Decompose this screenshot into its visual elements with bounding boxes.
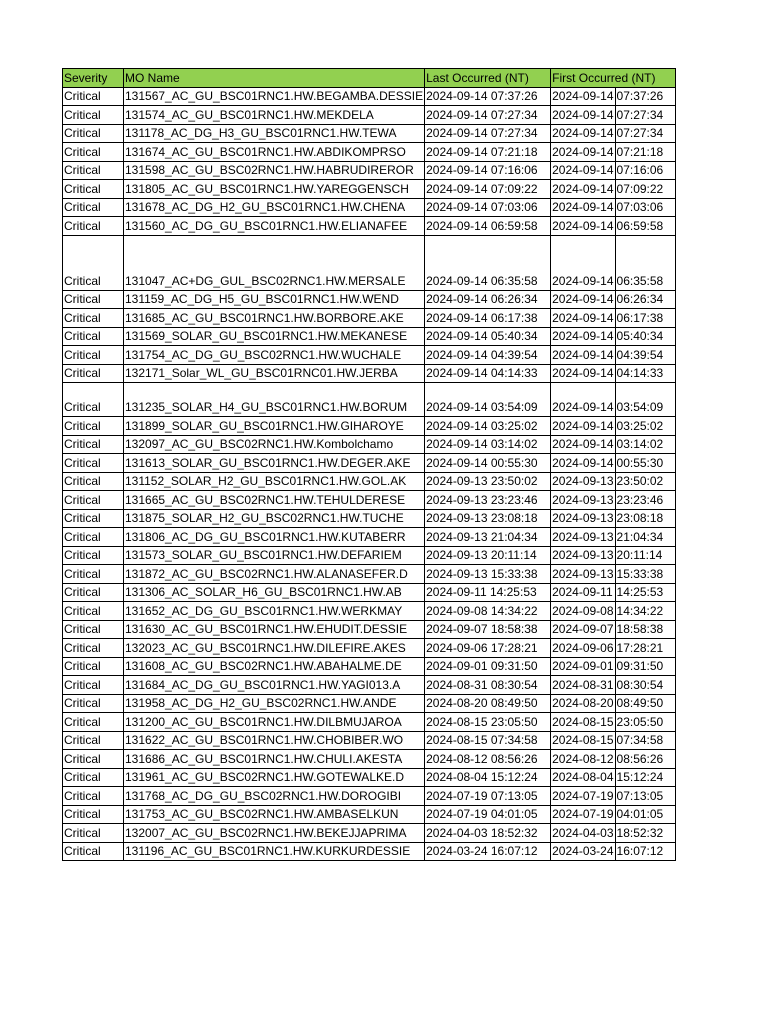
first-occurred-time-cell[interactable]: 03:14:02 <box>615 435 675 454</box>
first-occurred-date-cell[interactable]: 2024-09-14 <box>551 364 615 383</box>
last-occurred-cell[interactable]: 2024-09-14 05:40:34 <box>425 327 551 346</box>
first-occurred-date-cell[interactable]: 2024-09-13 <box>551 565 615 584</box>
first-occurred-date-cell[interactable]: 2024-09-14 <box>551 435 615 454</box>
mo-name-cell[interactable]: 131652_AC_DG_GU_BSC01RNC1.HW.WERKMAY <box>124 602 425 621</box>
mo-name-cell[interactable]: 131178_AC_DG_H3_GU_BSC01RNC1.HW.TEWA <box>124 124 425 143</box>
first-occurred-date-cell[interactable]: 2024-09-14 <box>551 87 615 106</box>
first-occurred-date-cell[interactable]: 2024-09-11 <box>551 583 615 602</box>
last-occurred-cell[interactable]: 2024-09-13 21:04:34 <box>425 528 551 547</box>
mo-name-cell[interactable]: 131569_SOLAR_GU_BSC01RNC1.HW.MEKANESE <box>124 327 425 346</box>
last-occurred-cell[interactable]: 2024-09-14 03:54:09 <box>425 383 551 417</box>
first-occurred-time-cell[interactable]: 17:28:21 <box>615 639 675 658</box>
mo-name-cell[interactable]: 131961_AC_GU_BSC02RNC1.HW.GOTEWALKE.D <box>124 768 425 787</box>
last-occurred-cell[interactable]: 2024-09-14 06:17:38 <box>425 309 551 328</box>
first-occurred-date-cell[interactable]: 2024-09-13 <box>551 528 615 547</box>
table-row[interactable] <box>63 198 676 217</box>
last-occurred-cell[interactable]: 2024-09-11 14:25:53 <box>425 583 551 602</box>
severity-cell[interactable]: Critical <box>63 676 124 695</box>
first-occurred-time-cell[interactable]: 07:34:58 <box>615 731 675 750</box>
first-occurred-time-cell[interactable]: 06:17:38 <box>615 309 675 328</box>
first-occurred-date-cell[interactable]: 2024-04-03 <box>551 824 615 843</box>
table-row[interactable] <box>63 528 676 547</box>
severity-cell[interactable]: Critical <box>63 842 124 861</box>
first-occurred-date-cell[interactable]: 2024-03-24 <box>551 842 615 861</box>
last-occurred-cell[interactable]: 2024-07-19 04:01:05 <box>425 805 551 824</box>
mo-name-cell[interactable]: 131598_AC_GU_BSC02RNC1.HW.HABRUDIREROR <box>124 161 425 180</box>
mo-name-cell[interactable]: 131200_AC_GU_BSC01RNC1.HW.DILBMUJAROA <box>124 713 425 732</box>
table-row[interactable] <box>63 180 676 199</box>
first-occurred-time-cell[interactable]: 07:21:18 <box>615 143 675 162</box>
first-occurred-date-cell[interactable]: 2024-08-04 <box>551 768 615 787</box>
first-occurred-date-cell[interactable]: 2024-09-14 <box>551 309 615 328</box>
severity-cell[interactable]: Critical <box>63 657 124 676</box>
first-occurred-time-cell[interactable]: 07:16:06 <box>615 161 675 180</box>
first-occurred-time-cell[interactable]: 08:30:54 <box>615 676 675 695</box>
mo-name-cell[interactable]: 131613_SOLAR_GU_BSC01RNC1.HW.DEGER.AKE <box>124 454 425 473</box>
first-occurred-date-cell[interactable]: 2024-09-13 <box>551 509 615 528</box>
mo-name-cell[interactable]: 132007_AC_GU_BSC02RNC1.HW.BEKEJJAPRIMA <box>124 824 425 843</box>
severity-cell[interactable]: Critical <box>63 346 124 365</box>
severity-cell[interactable]: Critical <box>63 491 124 510</box>
first-occurred-time-cell[interactable]: 23:23:46 <box>615 491 675 510</box>
first-occurred-time-cell[interactable]: 09:31:50 <box>615 657 675 676</box>
first-occurred-time-cell[interactable]: 14:25:53 <box>615 583 675 602</box>
mo-name-cell[interactable]: 131768_AC_DG_GU_BSC02RNC1.HW.DOROGIBI <box>124 787 425 806</box>
first-occurred-time-cell[interactable]: 07:13:05 <box>615 787 675 806</box>
mo-name-cell[interactable]: 131159_AC_DG_H5_GU_BSC01RNC1.HW.WEND <box>124 290 425 309</box>
last-occurred-cell[interactable]: 2024-09-14 00:55:30 <box>425 454 551 473</box>
alarm-table <box>62 68 676 861</box>
table-row[interactable] <box>63 583 676 602</box>
first-occurred-time-cell[interactable]: 05:40:34 <box>615 327 675 346</box>
first-occurred-time-cell[interactable]: 15:12:24 <box>615 768 675 787</box>
first-occurred-date-cell[interactable]: 2024-09-14 <box>551 198 615 217</box>
severity-cell[interactable]: Critical <box>63 472 124 491</box>
first-occurred-date-cell[interactable]: 2024-09-01 <box>551 657 615 676</box>
first-occurred-date-cell[interactable]: 2024-09-14 <box>551 327 615 346</box>
mo-name-cell[interactable]: 132097_AC_GU_BSC02RNC1.HW.Kombolchamo <box>124 435 425 454</box>
table-row[interactable] <box>63 768 676 787</box>
mo-name-cell[interactable]: 131872_AC_GU_BSC02RNC1.HW.ALANASEFER.D <box>124 565 425 584</box>
last-occurred-cell[interactable]: 2024-09-14 06:59:58 <box>425 217 551 236</box>
last-occurred-cell[interactable]: 2024-04-03 18:52:32 <box>425 824 551 843</box>
table-row[interactable] <box>63 824 676 843</box>
last-occurred-cell[interactable]: 2024-09-01 09:31:50 <box>425 657 551 676</box>
table-row[interactable] <box>63 565 676 584</box>
first-occurred-date-cell[interactable]: 2024-09-14 <box>551 124 615 143</box>
severity-cell[interactable]: Critical <box>63 509 124 528</box>
first-occurred-time-cell[interactable]: 16:07:12 <box>615 842 675 861</box>
first-occurred-time-cell[interactable]: 14:34:22 <box>615 602 675 621</box>
table-row[interactable] <box>63 290 676 309</box>
severity-cell[interactable]: Critical <box>63 383 124 417</box>
first-occurred-time-cell[interactable]: 08:49:50 <box>615 694 675 713</box>
first-occurred-time-cell[interactable]: 18:58:38 <box>615 620 675 639</box>
first-occurred-time-cell[interactable]: 06:59:58 <box>615 217 675 236</box>
mo-name-cell[interactable]: 131958_AC_DG_H2_GU_BSC02RNC1.HW.ANDE <box>124 694 425 713</box>
table-row[interactable] <box>63 417 676 436</box>
last-occurred-cell[interactable]: 2024-09-14 03:25:02 <box>425 417 551 436</box>
first-occurred-date-cell[interactable]: 2024-09-14 <box>551 383 615 417</box>
severity-cell[interactable]: Critical <box>63 750 124 769</box>
last-occurred-cell[interactable]: 2024-09-07 18:58:38 <box>425 620 551 639</box>
mo-name-cell[interactable]: 131608_AC_GU_BSC02RNC1.HW.ABAHALME.DE <box>124 657 425 676</box>
mo-name-cell[interactable]: 131567_AC_GU_BSC01RNC1.HW.BEGAMBA.DESSIE <box>124 87 425 106</box>
severity-cell[interactable]: Critical <box>63 694 124 713</box>
first-occurred-time-cell[interactable]: 07:03:06 <box>615 198 675 217</box>
last-occurred-cell[interactable]: 2024-09-08 14:34:22 <box>425 602 551 621</box>
mo-name-cell[interactable]: 131678_AC_DG_H2_GU_BSC01RNC1.HW.CHENA <box>124 198 425 217</box>
mo-name-cell[interactable]: 132023_AC_GU_BSC01RNC1.HW.DILEFIRE.AKES <box>124 639 425 658</box>
last-occurred-cell[interactable]: 2024-09-13 23:50:02 <box>425 472 551 491</box>
last-occurred-cell[interactable]: 2024-09-14 03:14:02 <box>425 435 551 454</box>
first-occurred-date-cell[interactable]: 2024-08-15 <box>551 713 615 732</box>
last-occurred-cell[interactable]: 2024-09-13 20:11:14 <box>425 546 551 565</box>
last-occurred-cell[interactable]: 2024-09-14 07:16:06 <box>425 161 551 180</box>
last-occurred-cell[interactable]: 2024-08-15 23:05:50 <box>425 713 551 732</box>
table-row[interactable] <box>63 143 676 162</box>
mo-name-cell[interactable]: 131196_AC_GU_BSC01RNC1.HW.KURKURDESSIE <box>124 842 425 861</box>
last-occurred-cell[interactable]: 2024-09-14 06:26:34 <box>425 290 551 309</box>
severity-cell[interactable]: Critical <box>63 309 124 328</box>
first-occurred-time-cell[interactable]: 04:39:54 <box>615 346 675 365</box>
first-occurred-date-cell[interactable]: 2024-09-14 <box>551 180 615 199</box>
first-occurred-date-cell[interactable]: 2024-09-14 <box>551 217 615 236</box>
last-occurred-cell[interactable]: 2024-09-06 17:28:21 <box>425 639 551 658</box>
table-row[interactable] <box>63 509 676 528</box>
last-occurred-cell[interactable]: 2024-09-14 07:27:34 <box>425 106 551 125</box>
mo-name-cell[interactable]: 131899_SOLAR_GU_BSC01RNC1.HW.GIHAROYE <box>124 417 425 436</box>
mo-name-cell[interactable]: 131684_AC_DG_GU_BSC01RNC1.HW.YAGI013.A <box>124 676 425 695</box>
mo-name-cell[interactable]: 132171_Solar_WL_GU_BSC01RNC01.HW.JERBA <box>124 364 425 383</box>
first-occurred-date-cell[interactable]: 2024-09-14 <box>551 161 615 180</box>
table-row[interactable] <box>63 346 676 365</box>
first-occurred-date-cell[interactable]: 2024-09-13 <box>551 546 615 565</box>
last-occurred-cell[interactable]: 2024-09-14 07:09:22 <box>425 180 551 199</box>
table-row[interactable] <box>63 639 676 658</box>
last-occurred-cell[interactable]: 2024-08-04 15:12:24 <box>425 768 551 787</box>
severity-cell[interactable]: Critical <box>63 528 124 547</box>
severity-cell[interactable]: Critical <box>63 124 124 143</box>
table-row[interactable] <box>63 161 676 180</box>
last-occurred-cell[interactable]: 2024-08-20 08:49:50 <box>425 694 551 713</box>
table-row[interactable] <box>63 106 676 125</box>
table-row[interactable] <box>63 602 676 621</box>
header-mo-name[interactable]: MO Name <box>124 69 425 88</box>
mo-name-cell[interactable]: 131753_AC_GU_BSC02RNC1.HW.AMBASELKUN <box>124 805 425 824</box>
table-row[interactable] <box>63 750 676 769</box>
first-occurred-time-cell[interactable]: 07:27:34 <box>615 106 675 125</box>
first-occurred-date-cell[interactable]: 2024-08-15 <box>551 731 615 750</box>
last-occurred-cell[interactable]: 2024-09-14 07:27:34 <box>425 124 551 143</box>
table-row[interactable] <box>63 713 676 732</box>
table-row[interactable] <box>63 676 676 695</box>
mo-name-cell[interactable]: 131630_AC_GU_BSC01RNC1.HW.EHUDIT.DESSIE <box>124 620 425 639</box>
table-row[interactable] <box>63 217 676 236</box>
first-occurred-time-cell[interactable]: 07:09:22 <box>615 180 675 199</box>
first-occurred-date-cell[interactable]: 2024-08-20 <box>551 694 615 713</box>
table-row[interactable] <box>63 472 676 491</box>
first-occurred-time-cell[interactable]: 06:26:34 <box>615 290 675 309</box>
last-occurred-cell[interactable]: 2024-07-19 07:13:05 <box>425 787 551 806</box>
severity-cell[interactable]: Critical <box>63 364 124 383</box>
table-row[interactable] <box>63 620 676 639</box>
first-occurred-date-cell[interactable]: 2024-09-14 <box>551 417 615 436</box>
severity-cell[interactable]: Critical <box>63 602 124 621</box>
table-row[interactable] <box>63 383 676 417</box>
severity-cell[interactable]: Critical <box>63 435 124 454</box>
first-occurred-time-cell[interactable]: 07:37:26 <box>615 87 675 106</box>
severity-cell[interactable]: Critical <box>63 583 124 602</box>
header-row <box>63 69 676 88</box>
mo-name-cell[interactable]: 131875_SOLAR_H2_GU_BSC02RNC1.HW.TUCHE <box>124 509 425 528</box>
severity-cell[interactable]: Critical <box>63 106 124 125</box>
table-row[interactable] <box>63 842 676 861</box>
first-occurred-date-cell[interactable]: 2024-07-19 <box>551 805 615 824</box>
last-occurred-cell[interactable]: 2024-03-24 16:07:12 <box>425 842 551 861</box>
mo-name-cell[interactable]: 131674_AC_GU_BSC01RNC1.HW.ABDIKOMPRSO <box>124 143 425 162</box>
severity-cell[interactable]: Critical <box>63 787 124 806</box>
alarm-sheet <box>62 68 676 861</box>
mo-name-cell[interactable]: 131573_SOLAR_GU_BSC01RNC1.HW.DEFARIEM <box>124 546 425 565</box>
severity-cell[interactable]: Critical <box>63 198 124 217</box>
last-occurred-cell[interactable]: 2024-08-12 08:56:26 <box>425 750 551 769</box>
first-occurred-time-cell[interactable]: 20:11:14 <box>615 546 675 565</box>
severity-cell[interactable]: Critical <box>63 768 124 787</box>
severity-cell[interactable]: Critical <box>63 327 124 346</box>
severity-cell[interactable]: Critical <box>63 639 124 658</box>
first-occurred-time-cell[interactable]: 23:08:18 <box>615 509 675 528</box>
last-occurred-cell[interactable]: 2024-09-14 07:03:06 <box>425 198 551 217</box>
first-occurred-date-cell[interactable]: 2024-09-14 <box>551 290 615 309</box>
first-occurred-date-cell[interactable]: 2024-07-19 <box>551 787 615 806</box>
severity-cell[interactable]: Critical <box>63 143 124 162</box>
first-occurred-time-cell[interactable]: 15:33:38 <box>615 565 675 584</box>
mo-name-cell[interactable]: 131235_SOLAR_H4_GU_BSC01RNC1.HW.BORUM <box>124 383 425 417</box>
table-row[interactable] <box>63 124 676 143</box>
severity-cell[interactable]: Critical <box>63 620 124 639</box>
header-first-occurred[interactable]: First Occurred (NT) <box>551 69 675 88</box>
first-occurred-date-cell[interactable]: 2024-09-13 <box>551 491 615 510</box>
table-row[interactable] <box>63 491 676 510</box>
header-severity[interactable]: Severity <box>63 69 124 88</box>
severity-cell[interactable]: Critical <box>63 161 124 180</box>
last-occurred-cell[interactable]: 2024-09-14 06:35:58 <box>425 235 551 290</box>
severity-cell[interactable]: Critical <box>63 180 124 199</box>
mo-name-cell[interactable]: 131574_AC_GU_BSC01RNC1.HW.MEKDELA <box>124 106 425 125</box>
first-occurred-time-cell[interactable]: 03:54:09 <box>615 383 675 417</box>
last-occurred-cell[interactable]: 2024-09-14 07:37:26 <box>425 87 551 106</box>
mo-name-cell[interactable]: 131806_AC_DG_GU_BSC01RNC1.HW.KUTABERR <box>124 528 425 547</box>
first-occurred-time-cell[interactable]: 06:35:58 <box>615 235 675 290</box>
mo-name-cell[interactable]: 131686_AC_GU_BSC01RNC1.HW.CHULI.AKESTA <box>124 750 425 769</box>
first-occurred-date-cell[interactable]: 2024-09-08 <box>551 602 615 621</box>
severity-cell[interactable]: Critical <box>63 731 124 750</box>
mo-name-cell[interactable]: 131622_AC_GU_BSC01RNC1.HW.CHOBIBER.WO <box>124 731 425 750</box>
first-occurred-time-cell[interactable]: 21:04:34 <box>615 528 675 547</box>
mo-name-cell[interactable]: 131665_AC_GU_BSC02RNC1.HW.TEHULDERESE <box>124 491 425 510</box>
last-occurred-cell[interactable]: 2024-09-14 07:21:18 <box>425 143 551 162</box>
last-occurred-cell[interactable]: 2024-09-14 04:14:33 <box>425 364 551 383</box>
table-row[interactable] <box>63 731 676 750</box>
first-occurred-time-cell[interactable]: 00:55:30 <box>615 454 675 473</box>
severity-cell[interactable]: Critical <box>63 454 124 473</box>
first-occurred-time-cell[interactable]: 23:50:02 <box>615 472 675 491</box>
mo-name-cell[interactable]: 131754_AC_DG_GU_BSC02RNC1.HW.WUCHALE <box>124 346 425 365</box>
mo-name-cell[interactable]: 131685_AC_GU_BSC01RNC1.HW.BORBORE.AKE <box>124 309 425 328</box>
first-occurred-time-cell[interactable]: 07:27:34 <box>615 124 675 143</box>
severity-cell[interactable]: Critical <box>63 565 124 584</box>
last-occurred-cell[interactable]: 2024-09-13 15:33:38 <box>425 565 551 584</box>
table-row[interactable] <box>63 364 676 383</box>
severity-cell[interactable]: Critical <box>63 417 124 436</box>
mo-name-cell[interactable]: 131152_SOLAR_H2_GU_BSC01RNC1.HW.GOL.AK <box>124 472 425 491</box>
table-row[interactable] <box>63 657 676 676</box>
table-row[interactable] <box>63 694 676 713</box>
first-occurred-date-cell[interactable]: 2024-08-31 <box>551 676 615 695</box>
table-row[interactable] <box>63 87 676 106</box>
last-occurred-cell[interactable]: 2024-08-15 07:34:58 <box>425 731 551 750</box>
table-row[interactable] <box>63 454 676 473</box>
mo-name-cell[interactable]: 131047_AC+DG_GUL_BSC02RNC1.HW.MERSALE <box>124 235 425 290</box>
first-occurred-time-cell[interactable]: 18:52:32 <box>615 824 675 843</box>
first-occurred-date-cell[interactable]: 2024-09-14 <box>551 346 615 365</box>
header-last-occurred[interactable]: Last Occurred (NT) <box>425 69 551 88</box>
table-row[interactable] <box>63 235 676 290</box>
last-occurred-cell[interactable]: 2024-09-13 23:23:46 <box>425 491 551 510</box>
first-occurred-time-cell[interactable]: 04:01:05 <box>615 805 675 824</box>
first-occurred-time-cell[interactable]: 04:14:33 <box>615 364 675 383</box>
severity-cell[interactable]: Critical <box>63 805 124 824</box>
last-occurred-cell[interactable]: 2024-09-13 23:08:18 <box>425 509 551 528</box>
severity-cell[interactable]: Critical <box>63 217 124 236</box>
first-occurred-time-cell[interactable]: 23:05:50 <box>615 713 675 732</box>
severity-cell[interactable]: Critical <box>63 546 124 565</box>
first-occurred-date-cell[interactable]: 2024-09-13 <box>551 472 615 491</box>
mo-name-cell[interactable]: 131560_AC_DG_GU_BSC01RNC1.HW.ELIANAFEE <box>124 217 425 236</box>
first-occurred-date-cell[interactable]: 2024-09-14 <box>551 106 615 125</box>
table-row[interactable] <box>63 546 676 565</box>
first-occurred-date-cell[interactable]: 2024-09-14 <box>551 143 615 162</box>
table-row[interactable] <box>63 787 676 806</box>
table-row[interactable] <box>63 805 676 824</box>
first-occurred-time-cell[interactable]: 08:56:26 <box>615 750 675 769</box>
table-row[interactable] <box>63 435 676 454</box>
mo-name-cell[interactable]: 131805_AC_GU_BSC01RNC1.HW.YAREGGENSCH <box>124 180 425 199</box>
first-occurred-date-cell[interactable]: 2024-09-06 <box>551 639 615 658</box>
first-occurred-date-cell[interactable]: 2024-08-12 <box>551 750 615 769</box>
table-row[interactable] <box>63 327 676 346</box>
first-occurred-date-cell[interactable]: 2024-09-14 <box>551 454 615 473</box>
last-occurred-cell[interactable]: 2024-08-31 08:30:54 <box>425 676 551 695</box>
severity-cell[interactable]: Critical <box>63 87 124 106</box>
severity-cell[interactable]: Critical <box>63 235 124 290</box>
mo-name-cell[interactable]: 131306_AC_SOLAR_H6_GU_BSC01RNC1.HW.AB <box>124 583 425 602</box>
last-occurred-cell[interactable]: 2024-09-14 04:39:54 <box>425 346 551 365</box>
first-occurred-time-cell[interactable]: 03:25:02 <box>615 417 675 436</box>
table-row[interactable] <box>63 309 676 328</box>
severity-cell[interactable]: Critical <box>63 824 124 843</box>
first-occurred-date-cell[interactable]: 2024-09-14 <box>551 235 615 290</box>
first-occurred-date-cell[interactable]: 2024-09-07 <box>551 620 615 639</box>
severity-cell[interactable]: Critical <box>63 713 124 732</box>
severity-cell[interactable]: Critical <box>63 290 124 309</box>
